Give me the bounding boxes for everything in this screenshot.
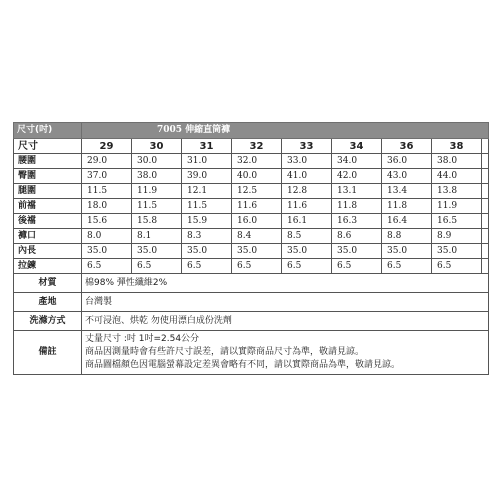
- measurement-value: 13.8: [432, 184, 482, 199]
- measurement-value: 8.6: [332, 229, 382, 244]
- measurement-row: [14, 229, 489, 244]
- measurement-value: 16.5: [432, 214, 482, 229]
- measurement-label: 褲口: [14, 229, 82, 244]
- header-row: [14, 123, 489, 139]
- measurement-value: 6.5: [282, 259, 332, 274]
- spacer-cell: [482, 229, 489, 244]
- measurement-value: 35.0: [232, 244, 282, 259]
- remarks-label: 備註: [14, 331, 82, 375]
- material-label: 材質: [14, 274, 82, 293]
- measurement-value: 6.5: [82, 259, 132, 274]
- size-cell: 36: [382, 139, 432, 154]
- measurement-value: 38.0: [132, 169, 182, 184]
- measurement-value: 35.0: [382, 244, 432, 259]
- measurement-value: 16.4: [382, 214, 432, 229]
- measurement-value: 11.5: [82, 184, 132, 199]
- measurement-value: 8.9: [432, 229, 482, 244]
- measurement-value: 40.0: [232, 169, 282, 184]
- unit-label: 尺寸(吋): [14, 123, 82, 139]
- measurement-value: 12.8: [282, 184, 332, 199]
- spacer-cell: [482, 154, 489, 169]
- remarks-row: [14, 331, 489, 375]
- measurement-value: 6.5: [382, 259, 432, 274]
- material-row: [14, 274, 489, 293]
- washing-value: 不可浸泡、烘乾 勿使用漂白成份洗劑: [82, 312, 489, 331]
- measurement-value: 8.4: [232, 229, 282, 244]
- measurement-value: 35.0: [432, 244, 482, 259]
- measurement-value: 11.8: [382, 199, 432, 214]
- measurement-value: 35.0: [182, 244, 232, 259]
- size-cell: 34: [332, 139, 382, 154]
- size-cell: 32: [232, 139, 282, 154]
- measurement-value: 16.3: [332, 214, 382, 229]
- remark-line: 丈量尺寸 :吋 1吋=2.54公分: [85, 334, 200, 344]
- measurement-value: 35.0: [82, 244, 132, 259]
- origin-label: 產地: [14, 293, 82, 312]
- measurement-row: [14, 214, 489, 229]
- measurement-value: 30.0: [132, 154, 182, 169]
- measurement-value: 8.1: [132, 229, 182, 244]
- size-cell: 29: [82, 139, 132, 154]
- measurement-row: [14, 184, 489, 199]
- measurement-value: 12.1: [182, 184, 232, 199]
- measurement-label: 內長: [14, 244, 82, 259]
- measurement-value: 11.5: [132, 199, 182, 214]
- measurement-value: 29.0: [82, 154, 132, 169]
- measurement-value: 35.0: [332, 244, 382, 259]
- measurement-value: 15.8: [132, 214, 182, 229]
- measurement-value: 12.5: [232, 184, 282, 199]
- size-cell: 33: [282, 139, 332, 154]
- washing-label: 洗滌方式: [14, 312, 82, 331]
- measurement-label: 腿圍: [14, 184, 82, 199]
- size-chart: [13, 122, 488, 375]
- size-row: [14, 139, 489, 154]
- measurement-value: 44.0: [432, 169, 482, 184]
- size-cell: 31: [182, 139, 232, 154]
- measurement-value: 11.8: [332, 199, 382, 214]
- size-table-body: [14, 123, 489, 274]
- measurement-value: 6.5: [182, 259, 232, 274]
- measurement-value: 15.6: [82, 214, 132, 229]
- spacer-cell: [482, 139, 489, 154]
- measurement-value: 11.6: [232, 199, 282, 214]
- measurement-value: 31.0: [182, 154, 232, 169]
- measurement-value: 13.1: [332, 184, 382, 199]
- measurement-row: [14, 259, 489, 274]
- measurement-row: [14, 244, 489, 259]
- spacer-cell: [482, 184, 489, 199]
- measurement-value: 11.9: [432, 199, 482, 214]
- measurement-value: 42.0: [332, 169, 382, 184]
- measurement-value: 6.5: [432, 259, 482, 274]
- measurement-value: 16.0: [232, 214, 282, 229]
- measurement-value: 41.0: [282, 169, 332, 184]
- size-table: [13, 122, 489, 274]
- size-row-label: 尺寸: [14, 139, 82, 154]
- measurement-value: 34.0: [332, 154, 382, 169]
- spacer-cell: [482, 259, 489, 274]
- spacer-cell: [482, 214, 489, 229]
- remark-line: 商品因測量時會有些許尺寸誤差，請以實際商品尺寸為準，敬請見諒。: [85, 347, 365, 357]
- measurement-label: 拉鍊: [14, 259, 82, 274]
- measurement-value: 35.0: [132, 244, 182, 259]
- measurement-row: [14, 154, 489, 169]
- measurement-value: 36.0: [382, 154, 432, 169]
- measurement-value: 15.9: [182, 214, 232, 229]
- info-table: [13, 273, 489, 375]
- measurement-value: 33.0: [282, 154, 332, 169]
- measurement-value: 6.5: [332, 259, 382, 274]
- measurement-value: 6.5: [132, 259, 182, 274]
- measurement-value: 32.0: [232, 154, 282, 169]
- measurement-label: 後襠: [14, 214, 82, 229]
- remark-line: 商品圖檔顏色因電腦螢幕設定差異會略有不同，請以實際商品為準，敬請見諒。: [85, 360, 401, 370]
- size-cell: 30: [132, 139, 182, 154]
- measurement-label: 臀圍: [14, 169, 82, 184]
- spacer-cell: [482, 169, 489, 184]
- measurement-label: 前襠: [14, 199, 82, 214]
- measurement-value: 11.5: [182, 199, 232, 214]
- measurement-label: 腰圍: [14, 154, 82, 169]
- measurement-value: 6.5: [232, 259, 282, 274]
- measurement-value: 8.3: [182, 229, 232, 244]
- measurement-value: 8.8: [382, 229, 432, 244]
- measurement-value: 37.0: [82, 169, 132, 184]
- size-cell: 38: [432, 139, 482, 154]
- measurement-value: 35.0: [282, 244, 332, 259]
- origin-row: [14, 293, 489, 312]
- measurement-value: 11.9: [132, 184, 182, 199]
- product-title: 7005 伸縮直筒褲: [82, 123, 489, 139]
- measurement-value: 39.0: [182, 169, 232, 184]
- measurement-value: 16.1: [282, 214, 332, 229]
- origin-value: 台灣製: [82, 293, 489, 312]
- spacer-cell: [482, 199, 489, 214]
- remarks-value: [82, 331, 489, 375]
- washing-row: [14, 312, 489, 331]
- measurement-row: [14, 169, 489, 184]
- measurement-row: [14, 199, 489, 214]
- measurement-value: 38.0: [432, 154, 482, 169]
- measurement-value: 8.0: [82, 229, 132, 244]
- spacer-cell: [482, 244, 489, 259]
- measurement-value: 18.0: [82, 199, 132, 214]
- measurement-value: 43.0: [382, 169, 432, 184]
- measurement-value: 13.4: [382, 184, 432, 199]
- measurement-value: 8.5: [282, 229, 332, 244]
- measurement-value: 11.6: [282, 199, 332, 214]
- material-value: 棉98% 彈性纖維2%: [82, 274, 489, 293]
